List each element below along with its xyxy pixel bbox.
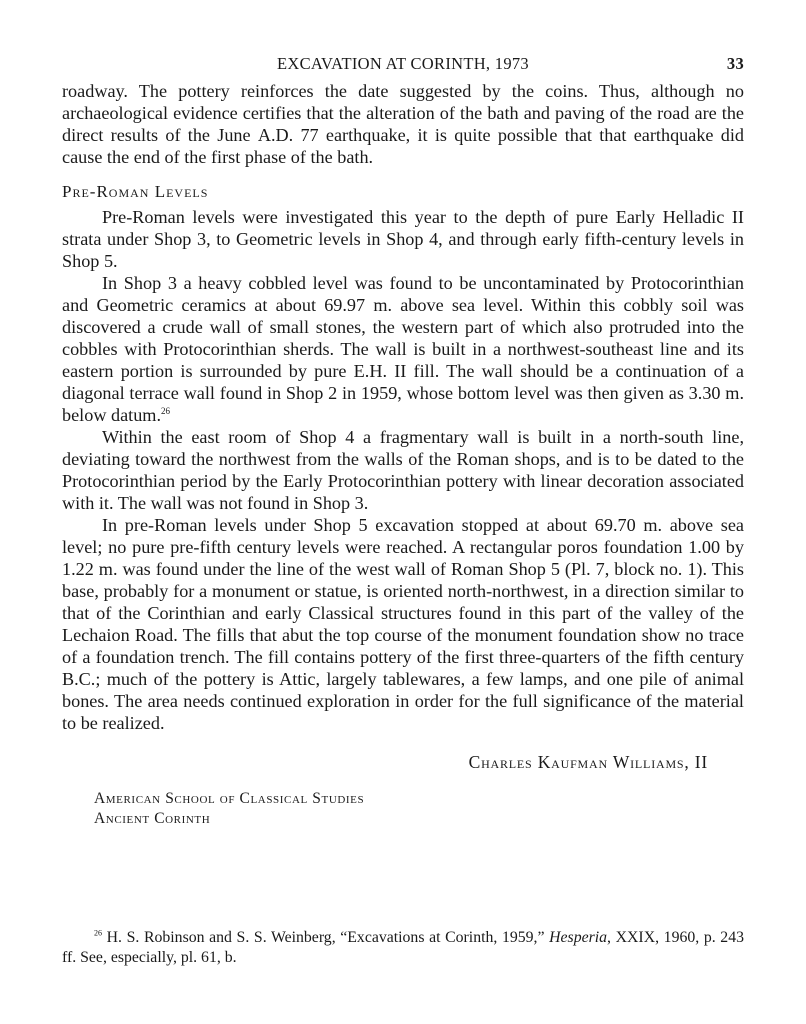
affiliation-line-1: American School of Classical Studies bbox=[94, 790, 365, 807]
footnote-number: 26 bbox=[94, 928, 102, 938]
paragraph-4 bbox=[62, 514, 744, 734]
intro-text-1: roadway. The pottery reinforces the date suggested by the coins. Thus, although no archaeological evidence certifies that the alteration of the bath and paving of the road are the direct results of the June bbox=[62, 81, 744, 145]
running-header bbox=[62, 54, 744, 80]
footnote-ref: 26 bbox=[161, 405, 171, 416]
section-heading: Pre-Roman Levels bbox=[62, 182, 209, 201]
affiliation bbox=[94, 789, 744, 829]
footnote-text-1: H. S. Robinson and S. S. Weinberg, “Excavations at Corinth, 1959,” bbox=[102, 929, 550, 946]
intro-paragraph bbox=[62, 80, 744, 168]
footnote bbox=[62, 928, 744, 968]
paragraph-4-text-2: ; much of the pottery is Attic, largely tablewares, a few lamps, and one pile of animal bones. The area needs continued exploration in order for the full significance of the material to be realized. bbox=[62, 669, 744, 733]
affiliation-line-2: Ancient Corinth bbox=[94, 810, 211, 827]
paragraph-4-text-1: In pre-Roman levels under Shop 5 excavation stopped at about 69.70 m. above sea level; no pure pre-fifth century levels were reached. A rectangular poros foundation 1.00 by 1.22 m. was found under the line of the west wall of Roman Shop 5 (Pl. 7, block no. 1). This base, probably for a monument or statue, is oriented north-northwest, in a direction similar to that of the Corinthian and early Classical structures found in this part of the valley of the Lechaion Road. The fills that abut the top course of the monument foundation show no trace of a foundation trench. The fill contains pottery of the first three-quarters of the fifth century bbox=[62, 515, 744, 667]
intro-text-2: 77 earthquake, it is quite possible that that earthquake did cause the end of the first phase of the bath. bbox=[62, 125, 744, 167]
paragraph-2 bbox=[62, 272, 744, 426]
footnote-journal: Hesperia bbox=[549, 929, 608, 946]
paragraph-4-era: B.C. bbox=[62, 669, 96, 689]
page-body bbox=[62, 54, 744, 829]
paragraph-1: Pre-Roman levels were investigated this year to the depth of pure Early Helladic II strata under Shop 3, to Geometric levels in Shop 4, and through early fifth-century levels in Shop 5. bbox=[62, 207, 744, 271]
author-signature: Charles Kaufman Williams, II bbox=[468, 752, 708, 772]
intro-era: A.D. bbox=[257, 125, 294, 145]
page-number: 33 bbox=[726, 54, 744, 73]
footnote-text-2: , XXIX, 1960, p. 243 ff. See, especially, pl. 61, b. bbox=[62, 929, 744, 966]
paragraph-2-text: In Shop 3 a heavy cobbled level was found to be uncontaminated by Protocorinthian and Geometric ceramics at about 69.97 m. above sea level. Within this cobbly soil was discovered a crude wall of small stones, the western part of which also protruded into the cobbles with Protocorinthian sherds. The wall is built in a northwest-southeast line and its eastern portion is surrounded by pure E.H. II fill. The wall should be a continuation of a diagonal terrace wall found in Shop 2 in 1959, whose bottom level was then given as 3.30 m. below datum. bbox=[62, 273, 744, 425]
paragraph-3: Within the east room of Shop 4 a fragmentary wall is built in a north-south line, deviating toward the northwest from the walls of the Roman shops, and is to be dated to the Protocorinthian period by the Early Protocorinthian pottery with linear decoration associated with it. The wall was not found in Shop 3. bbox=[62, 427, 744, 513]
running-title: EXCAVATION AT CORINTH, 1973 bbox=[277, 54, 529, 73]
